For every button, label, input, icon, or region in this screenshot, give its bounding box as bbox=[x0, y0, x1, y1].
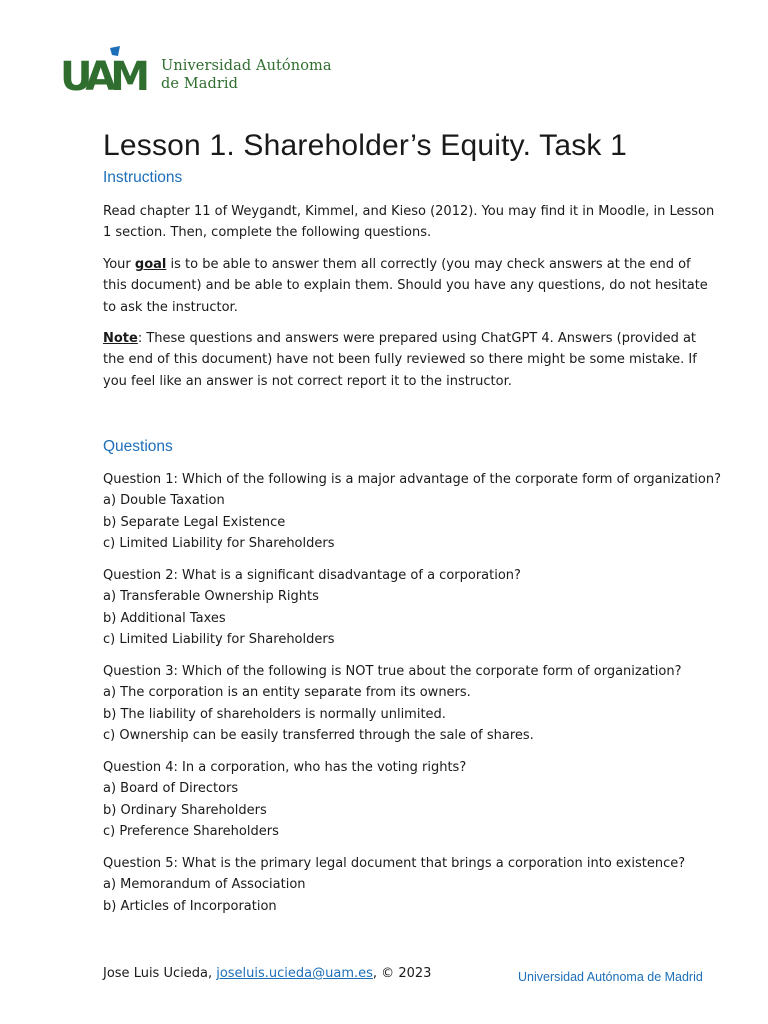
question-text: Question 4: In a corporation, who has the voting rights? bbox=[103, 760, 467, 775]
author-name: Jose Luis Ucieda, bbox=[103, 966, 217, 981]
option: a) The corporation is an entity separate from its owners. bbox=[103, 685, 471, 701]
question-text: Question 3: Which of the following is NOT true about the corporate form of organization? bbox=[103, 664, 682, 679]
goal-prefix: Your bbox=[103, 257, 135, 272]
logo-mark-text: UAM bbox=[60, 54, 150, 96]
option: c) Limited Liability for Shareholders bbox=[103, 632, 335, 648]
option: b) Separate Legal Existence bbox=[103, 514, 286, 530]
option: a) Transferable Ownership Rights bbox=[103, 589, 319, 605]
logo-line-2: de Madrid bbox=[161, 76, 238, 92]
author-email-link[interactable]: joseluis.ucieda@uam.es bbox=[216, 966, 373, 981]
questions-heading: Questions bbox=[103, 438, 173, 455]
option: b) Articles of Incorporation bbox=[103, 898, 277, 914]
question-3 bbox=[103, 661, 723, 747]
instructions-heading: Instructions bbox=[103, 169, 183, 186]
goal-text: is to be able to answer them all correctly (you may check answers at the end of this document) and be able to explain them. Should you have any questions, do not hesitate to ask the instructor. bbox=[103, 257, 708, 315]
logo-wordmark bbox=[161, 57, 332, 93]
option: c) Ownership can be easily transferred through the sale of shares. bbox=[103, 728, 534, 744]
instructions-paragraph-1: Read chapter 11 of Weygandt, Kimmel, and Kieso (2012). You may find it in Moodle, in Lesson 1 section. Then, complete the following questions. bbox=[103, 204, 715, 241]
note-text: : These questions and answers were prepared using ChatGPT 4. Answers (provided at the end of this document) have not been fully reviewed so there might be some mistake. If you feel like an answer is not correct report it to the instructor. bbox=[103, 331, 697, 389]
option: a) Double Taxation bbox=[103, 493, 225, 509]
uam-logo-mark bbox=[60, 46, 152, 96]
copyright: , © 2023 bbox=[372, 966, 432, 981]
option: b) Ordinary Shareholders bbox=[103, 802, 267, 818]
option: a) Memorandum of Association bbox=[103, 877, 306, 893]
footer-author bbox=[103, 964, 431, 984]
question-text: Question 5: What is the primary legal document that brings a corporation into existence? bbox=[103, 856, 686, 871]
question-text: Question 1: Which of the following is a major advantage of the corporate form of organization? bbox=[103, 472, 721, 487]
question-4 bbox=[103, 757, 723, 843]
instructions-note bbox=[103, 328, 718, 392]
question-1 bbox=[103, 469, 723, 555]
page-title: Lesson 1. Shareholder’s Equity. Task 1 bbox=[103, 129, 628, 162]
instructions-paragraph-2 bbox=[103, 254, 718, 318]
question-text: Question 2: What is a significant disadvantage of a corporation? bbox=[103, 568, 521, 583]
question-5 bbox=[103, 853, 723, 917]
footer-institution: Universidad Autónoma de Madrid bbox=[518, 970, 703, 984]
option: b) Additional Taxes bbox=[103, 610, 226, 626]
university-logo bbox=[60, 46, 350, 96]
goal-emphasis: goal bbox=[134, 257, 167, 272]
note-emphasis: Note bbox=[103, 331, 138, 346]
question-2 bbox=[103, 565, 723, 651]
option: b) The liability of shareholders is normally unlimited. bbox=[103, 706, 446, 722]
option: c) Preference Shareholders bbox=[103, 824, 279, 840]
logo-line-1: Universidad Autónoma bbox=[161, 58, 332, 74]
option: c) Limited Liability for Shareholders bbox=[103, 536, 335, 552]
option: a) Board of Directors bbox=[103, 781, 239, 797]
